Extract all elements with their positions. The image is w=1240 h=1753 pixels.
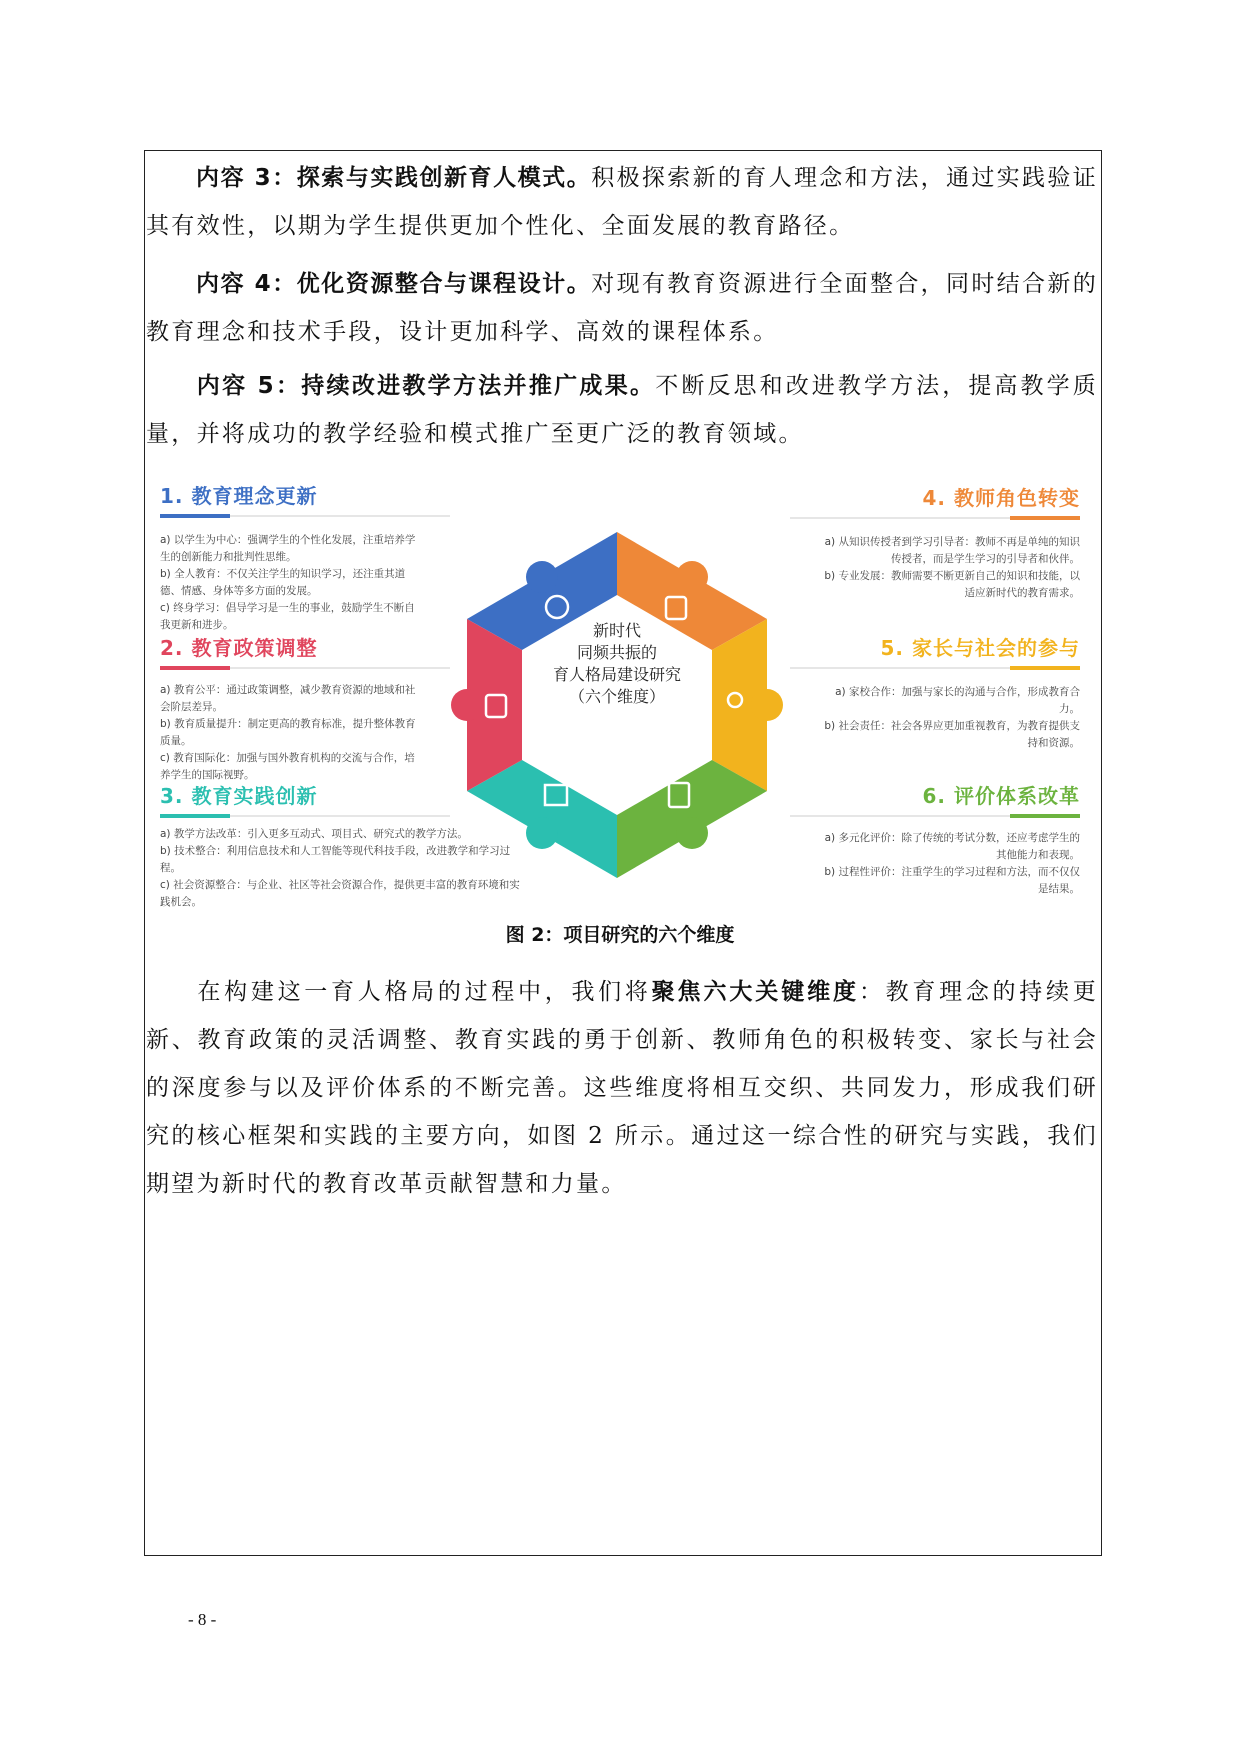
- dimension-divider: [790, 815, 1080, 817]
- dimension-item: b) 技术整合：利用信息技术和人工智能等现代科技手段，改进教学和学习过程。: [160, 845, 511, 874]
- center-label-line: 育人格局建设研究: [552, 665, 681, 684]
- dimension-items-1: [160, 532, 425, 634]
- dimension-item: c) 社会资源整合：与企业、社区等社会资源合作，提供更丰富的教育环境和实践机会。: [160, 879, 520, 908]
- closing-text-post: ：教育理念的持续更新、教育政策的灵活调整、教育实践的勇于创新、教师角色的积极转变、家长与社会的深度参与以及评价体系的不断完善。这些维度将相互交织、共同发力，形成我们研究的核心框架和实践的主要方向，如图 2 所示。通过这一综合性的研究与实践，我们期望为新时代的教育改革贡献智慧和力量。: [146, 979, 1099, 1197]
- closing-text-bold: 聚焦六大关键维度: [651, 979, 859, 1005]
- figure-caption: 图 2：项目研究的六个维度: [505, 924, 735, 946]
- paragraph-heading: 内容 5：持续改进教学方法并推广成果。: [196, 373, 656, 399]
- dimension-item: a) 多元化评价：除了传统的考试分数，还应考虑学生的其他能力和表现。: [824, 832, 1080, 861]
- paragraph-content-3: [146, 154, 1098, 250]
- dimension-item: a) 教育公平：通过政策调整，减少教育资源的地域和社会阶层差异。: [160, 684, 416, 713]
- paragraph-heading: 内容 3：探索与实践创新育人模式。: [196, 165, 592, 191]
- dimension-divider: [160, 815, 450, 817]
- dimension-divider: [160, 515, 450, 517]
- center-label-line: 新时代: [592, 621, 641, 640]
- dimension-title-3: 3. 教育实践创新: [160, 784, 318, 808]
- dimension-title-1: 1. 教育理念更新: [160, 484, 318, 508]
- closing-text-pre: 在构建这一育人格局的过程中，我们将: [196, 979, 652, 1005]
- paragraph-body: 不断反思和改进教学方法，提高教学质量，并将成功的教学经验和模式推广至更广泛的教育领域。: [146, 373, 1098, 447]
- paragraph-closing: [146, 968, 1098, 1208]
- dimension-title-2: 2. 教育政策调整: [160, 636, 318, 660]
- dimension-item: a) 教学方法改革：引入更多互动式、项目式、研究式的教学方法。: [160, 828, 468, 840]
- dimension-item: b) 社会责任：社会各界应更加重视教育，为教育提供支持和资源。: [824, 720, 1080, 749]
- dimension-item: a) 从知识传授者到学习引导者：教师不再是单纯的知识传授者，而是学生学习的引导者和伙伴。: [824, 536, 1080, 565]
- dimension-item: b) 全人教育：不仅关注学生的知识学习，还注重其道德、情感、身体等多方面的发展。: [160, 568, 406, 597]
- dimension-items-6: [815, 830, 1080, 898]
- center-label-line: （六个维度）: [568, 687, 665, 706]
- page-number: - 8 -: [188, 1610, 217, 1629]
- paragraph-heading: 内容 4：优化资源整合与课程设计。: [196, 271, 592, 297]
- dimension-item: c) 终身学习：倡导学习是一生的事业，鼓励学生不断自我更新和进步。: [160, 602, 415, 631]
- paragraph-body: 积极探索新的育人理念和方法，通过实践验证其有效性，以期为学生提供更加个性化、全面发展的教育路径。: [146, 165, 1098, 239]
- figure-center-label: [522, 620, 712, 708]
- dimension-divider: [790, 667, 1080, 669]
- center-label-line: 同频共振的: [576, 643, 657, 662]
- dimension-title-5: 5. 家长与社会的参与: [880, 636, 1080, 660]
- dimension-item: b) 教育质量提升：制定更高的教育标准，提升整体教育质量。: [160, 718, 416, 747]
- dimension-item: c) 教育国际化：加强与国外教育机构的交流与合作，培养学生的国际视野。: [160, 752, 415, 781]
- dimension-item: a) 家校合作：加强与家长的沟通与合作，形成教育合力。: [835, 686, 1080, 715]
- dimension-items-4: [815, 534, 1080, 602]
- dimension-items-5: [815, 684, 1080, 752]
- dimension-item: b) 过程性评价：注重学生的学习过程和方法，而不仅仅是结果。: [824, 866, 1080, 895]
- dimension-divider: [160, 667, 450, 669]
- dimension-item: b) 专业发展：教师需要不断更新自己的知识和技能，以适应新时代的教育需求。: [824, 570, 1080, 599]
- dimension-title-4: 4. 教师角色转变: [922, 486, 1080, 510]
- dimension-divider: [790, 517, 1080, 519]
- dimension-title-6: 6. 评价体系改革: [922, 784, 1080, 808]
- six-dimensions-figure: [160, 470, 1080, 910]
- dimension-items-2: [160, 682, 425, 784]
- dimension-item: a) 以学生为中心：强调学生的个性化发展，注重培养学生的创新能力和批判性思维。: [160, 534, 416, 563]
- dimension-items-3: [160, 826, 520, 911]
- paragraph-body: 对现有教育资源进行全面整合，同时结合新的教育理念和技术手段，设计更加科学、高效的课程体系。: [146, 271, 1098, 345]
- paragraph-content-5: [146, 362, 1098, 458]
- paragraph-content-4: [146, 260, 1098, 356]
